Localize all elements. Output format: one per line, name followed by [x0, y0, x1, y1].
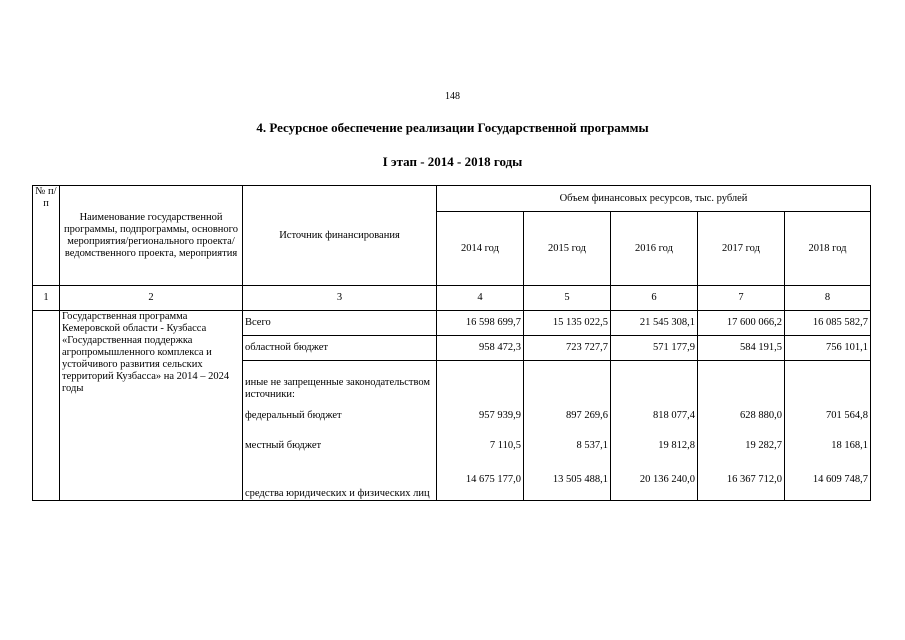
program-name: Государственная программа Кемеровской области - Кузбасса «Государственная поддержка агропромышленного комплекса и устойчивого развития сельских территорий Кузбасса» на 2014 – 2024 годы	[60, 311, 243, 501]
header-year-2016: 2016 год	[611, 212, 698, 286]
value-cell: 18 168,1	[785, 431, 871, 461]
column-number: 2	[60, 286, 243, 311]
table-row	[33, 311, 871, 336]
value-cell: 957 939,9	[437, 401, 524, 431]
header-source: Источник финансирования	[243, 186, 437, 286]
value-cell: 13 505 488,1	[524, 461, 611, 501]
page-number: 148	[445, 91, 460, 102]
value-cell: 19 282,7	[698, 431, 785, 461]
value-cell: 818 077,4	[611, 401, 698, 431]
value-cell: 628 880,0	[698, 401, 785, 431]
source-cell: средства юридических и физических лиц	[243, 461, 437, 501]
value-cell: 16 085 582,7	[785, 311, 871, 336]
document-title: 4. Ресурсное обеспечение реализации Государственной программы	[256, 120, 649, 135]
value-cell: 20 136 240,0	[611, 461, 698, 501]
value-cell: 958 472,3	[437, 336, 524, 361]
header-year-2014: 2014 год	[437, 212, 524, 286]
header-year-2015: 2015 год	[524, 212, 611, 286]
value-cell	[611, 361, 698, 401]
source-cell: Всего	[243, 311, 437, 336]
column-number: 6	[611, 286, 698, 311]
value-cell: 19 812,8	[611, 431, 698, 461]
column-number: 3	[243, 286, 437, 311]
column-numbers-row	[33, 286, 871, 311]
source-cell: иные не запрещенные законодательством источники:	[243, 361, 437, 401]
source-cell: местный бюджет	[243, 431, 437, 461]
header-year-2017: 2017 год	[698, 212, 785, 286]
value-cell	[437, 361, 524, 401]
column-number: 1	[33, 286, 60, 311]
header-num: № п/п	[33, 186, 60, 286]
value-cell: 897 269,6	[524, 401, 611, 431]
value-cell: 14 675 177,0	[437, 461, 524, 501]
column-number: 4	[437, 286, 524, 311]
value-cell	[524, 361, 611, 401]
value-cell: 8 537,1	[524, 431, 611, 461]
value-cell: 701 564,8	[785, 401, 871, 431]
value-cell: 14 609 748,7	[785, 461, 871, 501]
stage-subtitle: I этап - 2014 - 2018 годы	[382, 154, 523, 169]
value-cell: 7 110,5	[437, 431, 524, 461]
value-cell: 17 600 066,2	[698, 311, 785, 336]
column-number: 8	[785, 286, 871, 311]
value-cell	[785, 361, 871, 401]
value-cell: 584 191,5	[698, 336, 785, 361]
header-volume: Объем финансовых ресурсов, тыс. рублей	[437, 186, 871, 212]
value-cell: 723 727,7	[524, 336, 611, 361]
value-cell: 21 545 308,1	[611, 311, 698, 336]
header-name: Наименование государственной программы, подпрограммы, основного мероприятия/регионального проекта/ведомственного проекта, мероприятия	[60, 186, 243, 286]
source-cell: областной бюджет	[243, 336, 437, 361]
value-cell: 16 598 699,7	[437, 311, 524, 336]
column-number: 5	[524, 286, 611, 311]
column-number: 7	[698, 286, 785, 311]
resource-table	[32, 185, 871, 501]
source-cell: федеральный бюджет	[243, 401, 437, 431]
value-cell: 16 367 712,0	[698, 461, 785, 501]
value-cell: 15 135 022,5	[524, 311, 611, 336]
program-num	[33, 311, 60, 501]
value-cell	[698, 361, 785, 401]
value-cell: 756 101,1	[785, 336, 871, 361]
value-cell: 571 177,9	[611, 336, 698, 361]
header-year-2018: 2018 год	[785, 212, 871, 286]
